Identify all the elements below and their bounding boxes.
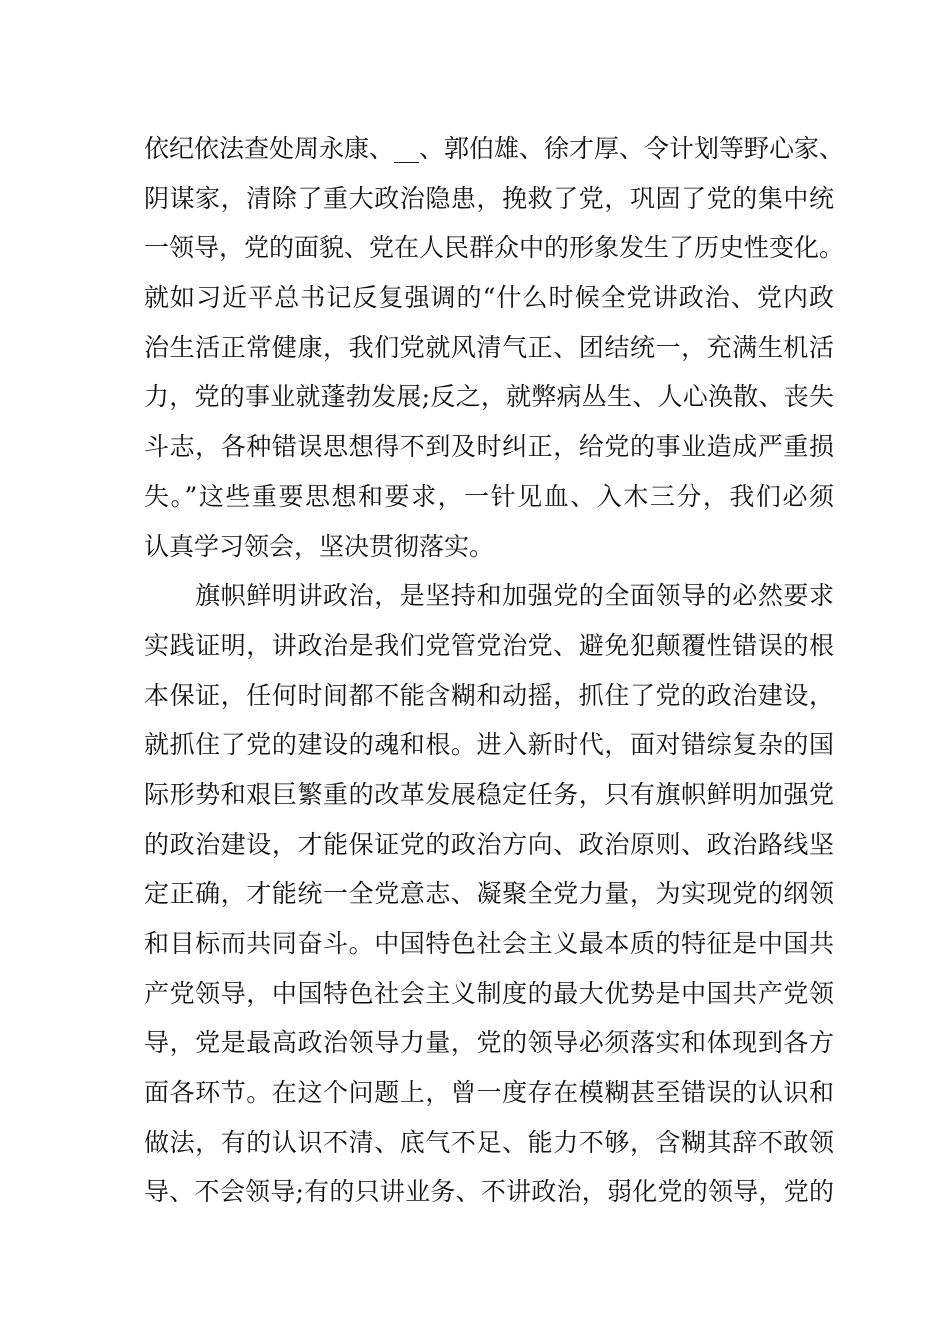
text-line: 产党领导，中国特色社会主义制度的最大优势是中国共产党领: [144, 978, 834, 1008]
text-line: 面各环节。在这个问题上，曾一度存在模糊甚至错误的认识和: [144, 1078, 834, 1108]
text-line: 失。”这些重要思想和要求，一针见血、入木三分，我们必须: [144, 481, 834, 511]
body-text: [144, 124, 845, 1217]
text-line: 阴谋家，清除了重大政治隐患，挽救了党，巩固了党的集中统: [144, 183, 834, 213]
text-line: 旗帜鲜明讲政治，是坚持和加强党的全面领导的必然要求: [144, 581, 834, 611]
text-line: 的政治建设，才能保证党的政治方向、政治原则、政治路线坚: [144, 829, 834, 859]
text-line: 依纪依法查处周永康、__、郭伯雄、徐才厚、令计划等野心家、: [144, 134, 845, 163]
text-line: 力，党的事业就蓬勃发展;反之，就弊病丛生、人心涣散、丧失: [144, 382, 834, 412]
text-line: 本保证，任何时间都不能含糊和动摇，抓住了党的政治建设，: [144, 680, 834, 710]
text-line: 导、不会领导;有的只讲业务、不讲政治，弱化党的领导，党的: [144, 1177, 834, 1207]
text-line: 一领导，党的面貌、党在人民群众中的形象发生了历史性变化。: [144, 233, 845, 263]
text-line: 认真学习领会，坚决贯彻落实。: [144, 531, 495, 561]
text-line: 做法，有的认识不清、底气不足、能力不够，含糊其辞不敢领: [144, 1127, 834, 1157]
text-line: 就如习近平总书记反复强调的“什么时候全党讲政治、党内政: [144, 283, 834, 313]
text-line: 导，党是最高政治领导力量，党的领导必须落实和体现到各方: [144, 1028, 834, 1058]
text-line: 际形势和艰巨繁重的改革发展稳定任务，只有旗帜鲜明加强党: [144, 779, 834, 809]
text-line: 斗志，各种错误思想得不到及时纠正，给党的事业造成严重损: [144, 432, 834, 462]
text-line: 定正确，才能统一全党意志、凝聚全党力量，为实现党的纲领: [144, 879, 834, 909]
text-line: 治生活正常健康，我们党就风清气正、团结统一，充满生机活: [144, 332, 834, 362]
text-line: 和目标而共同奋斗。中国特色社会主义最本质的特征是中国共: [144, 929, 834, 958]
text-line: 就抓住了党的建设的魂和根。进入新时代，面对错综复杂的国: [144, 730, 834, 760]
text-line: 实践证明，讲政治是我们党管党治党、避免犯颠覆性错误的根: [144, 630, 834, 660]
